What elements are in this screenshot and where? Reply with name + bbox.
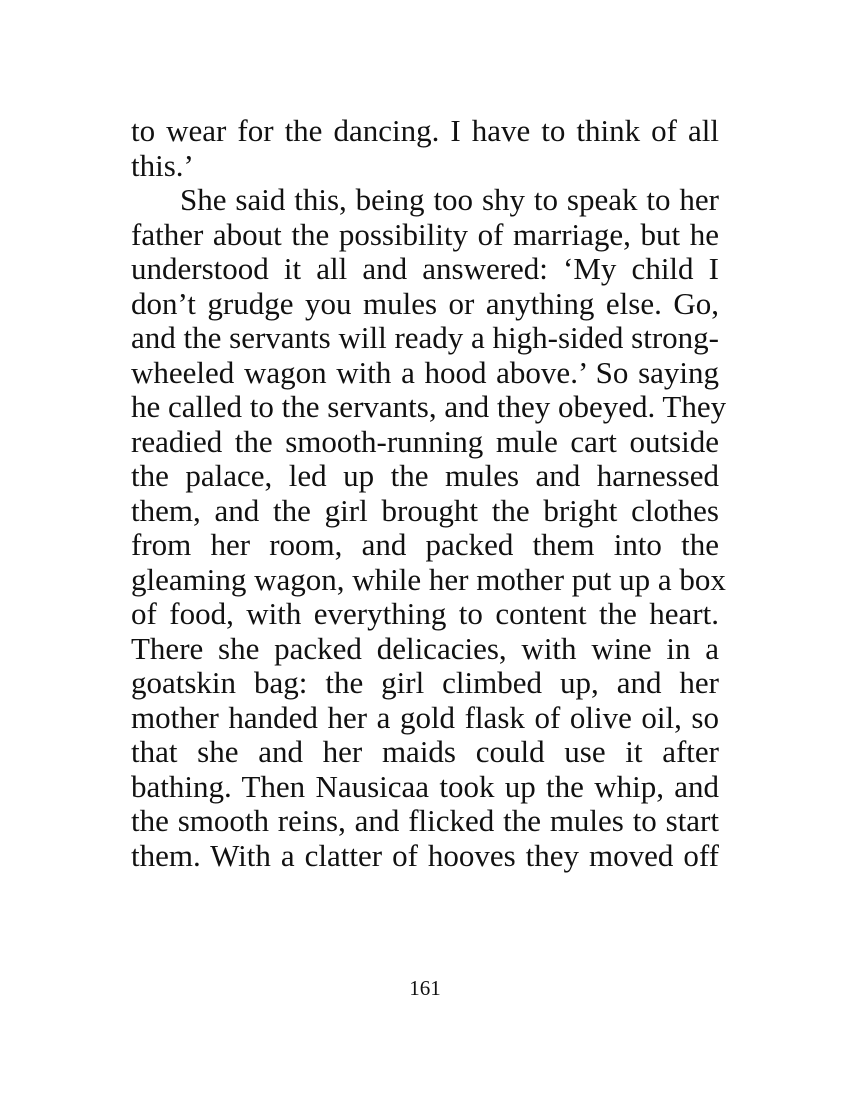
text-line: bathing. Then Nausicaa took up the whip, and <box>131 768 719 804</box>
text-line: of food, with everything to content the heart. <box>131 596 719 631</box>
text-line: them. With a clatter of hooves they moved off <box>131 837 719 873</box>
text-line: from her room, and packed them into the <box>131 527 719 562</box>
paragraph-start-line: She said this, being too shy to speak to her <box>180 182 719 217</box>
text-line: this.’ <box>131 147 194 183</box>
text-line: don’t grudge you mules or anything else. Go, <box>131 285 719 321</box>
body-text <box>131 113 727 873</box>
text-line: to wear for the dancing. I have to think of all <box>131 113 719 148</box>
text-line: gleaming wagon, while her mother put up a box <box>131 561 726 597</box>
text-line: he called to the servants, and they obeyed. They <box>131 389 727 424</box>
text-line: father about the possibility of marriage, but he <box>131 216 719 252</box>
text-line: mother handed her a gold flask of olive oil, so <box>131 699 719 735</box>
text-line: them, and the girl brought the bright clothes <box>131 492 719 528</box>
text-line: understood it all and answered: ‘My child I <box>131 251 719 286</box>
text-line: readied the smooth-running mule cart outside <box>131 423 719 459</box>
text-line: the palace, led up the mules and harnessed <box>131 458 719 493</box>
text-line: There she packed delicacies, with wine in a <box>131 630 719 666</box>
text-line: that she and her maids could use it after <box>131 734 719 769</box>
text-line: the smooth reins, and flicked the mules to start <box>131 803 719 838</box>
text-line: goatskin bag: the girl climbed up, and her <box>131 665 719 700</box>
text-line: wheeled wagon with a hood above.’ So saying <box>131 354 719 390</box>
text-line: and the servants will ready a high-sided strong- <box>131 320 719 355</box>
page-number: 161 <box>409 976 441 1000</box>
